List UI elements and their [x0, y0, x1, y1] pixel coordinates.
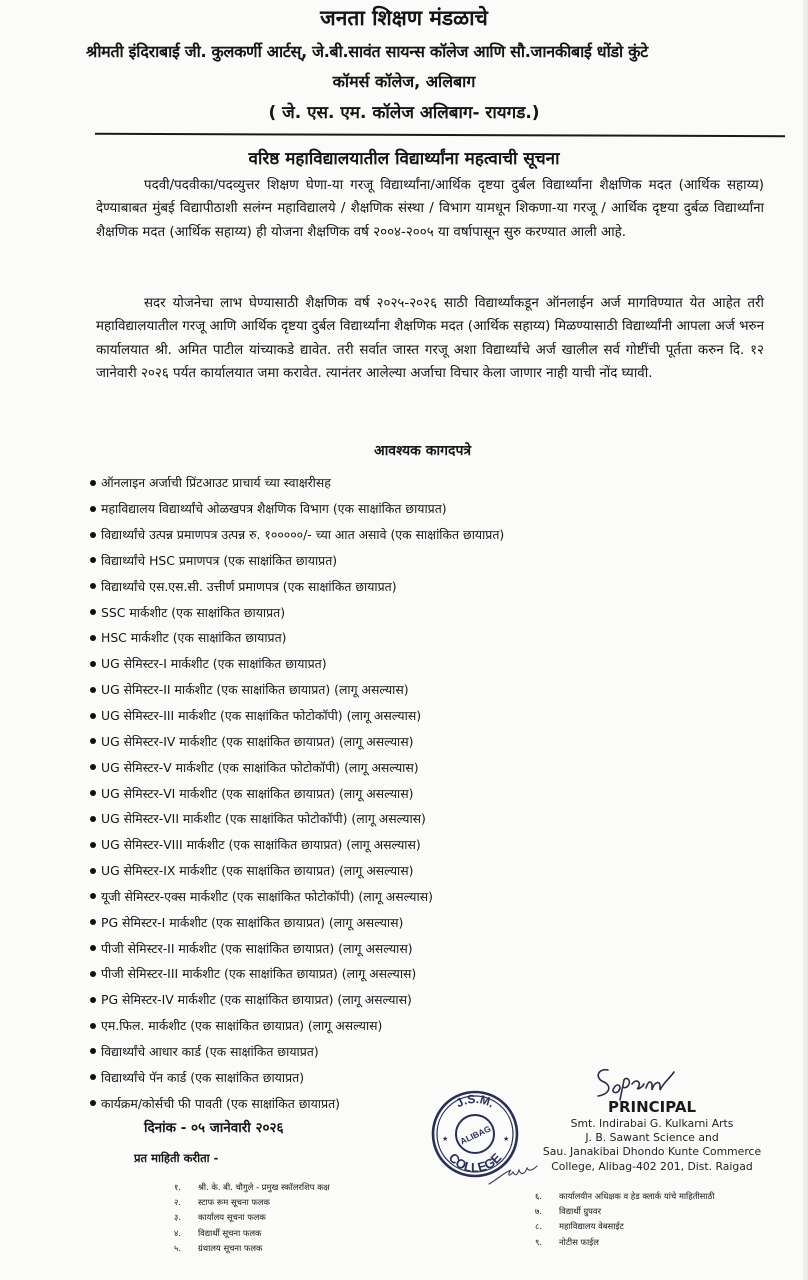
paragraph-text: सदर योजनेचा लाभ घेण्यासाठी शैक्षणिक वर्ष २०२५-२०२६ साठी विद्यार्थ्यांकडून ऑनलाईन अर्ज मागविण्यात येत आहेत तरी महाविद्यालयातील गरजू आणि आर्थिक दृष्टया दुर्बल विद्यार्थ्यांना शैक्षणिक मदत (आर्थिक सहाय्य) मिळण्यासाठी विद्यार्थ्यांनी आपला अर्ज भरुन कार्यालयात श्री. अमित पाटील यांच्याकडे द्यावेत. तरी सर्वात जास्त गरजू अशा विद्यार्थ्यांचे अर्ज खालील सर्व गोष्टींची पूर्तता करुन दि. १२ जानेवारी २०२६ पर्यत कार्यालयात जमा करावेत. त्यानंतर आलेल्या अर्जाचा विचार केला जाणार नाही याची नोंद घ्यावी.: [96, 296, 764, 382]
document-item: [90, 677, 504, 703]
item-number: ७.: [535, 1206, 543, 1217]
copy-to-item: [535, 1204, 714, 1219]
document-item: [90, 1013, 504, 1039]
seal-star-icon: ★: [503, 1135, 510, 1143]
bullet-icon: [90, 532, 96, 538]
document-item: [90, 909, 504, 935]
bullet-icon: [90, 609, 96, 615]
bullet-icon: [90, 713, 96, 719]
bullet-icon: [90, 661, 96, 667]
document-item: [90, 599, 504, 625]
document-item-text: UG सेमिस्टर-V मार्कशीट (एक साक्षांकित फोटोकॉपी) (लागू असल्यास): [101, 759, 419, 775]
page-edge-shadow: [803, 0, 808, 1280]
copy-to-list-right: [535, 1189, 714, 1250]
bullet-icon: [90, 687, 96, 693]
college-short-name: ( जे. एस. एम. कॉलेज अलिबाग- रायगड.): [268, 103, 540, 123]
document-item-text: UG सेमिस्टर-II मार्कशीट (एक साक्षांकित छायाप्रत) (लागू असल्यास): [101, 682, 409, 698]
documents-list: [90, 470, 504, 1116]
document-item-text: एम.फिल. मार्कशीट (एक साक्षांकित छायाप्रत) (लागू असल्यास): [101, 1018, 383, 1034]
bullet-icon: [90, 506, 96, 512]
bullet-icon: [90, 919, 96, 925]
seal-center-text: ALIBAG: [458, 1123, 493, 1147]
bullet-icon: [90, 738, 96, 744]
bullet-icon: [90, 557, 96, 563]
bullet-icon: [90, 1048, 96, 1054]
document-item-text: UG सेमिस्टर-VII मार्कशीट (एक साक्षांकित फोटोकॉपी) (लागू असल्यास): [101, 811, 426, 827]
notice-paragraph-2: [96, 292, 764, 386]
copy-to-item: [174, 1210, 330, 1225]
document-item-text: UG सेमिस्टर-IV मार्कशीट (एक साक्षांकित छायाप्रत) (लागू असल्यास): [101, 733, 414, 749]
document-item-text: विद्यार्थ्यांचे आधार कार्ड (एक साक्षांकित छायाप्रत): [101, 1043, 319, 1059]
document-item: [90, 728, 504, 754]
bullet-icon: [90, 971, 96, 977]
principal-title: PRINCIPAL: [607, 1098, 697, 1116]
seal-top-text: J.S.M.: [453, 1091, 497, 1111]
notice-title: वरिष्ठ महाविद्यालयातील विद्यार्थ्यांना महत्वाची सूचना: [248, 149, 560, 169]
document-item: [90, 884, 504, 910]
bullet-icon: [90, 842, 96, 848]
document-item-text: UG सेमिस्टर-VIII मार्कशीट (एक साक्षांकित छायाप्रत) (लागू असल्यास): [101, 837, 421, 853]
copy-to-item: [174, 1195, 330, 1210]
document-item-text: HSC मार्कशीट (एक साक्षांकित छायाप्रत): [101, 630, 287, 646]
bullet-icon: [90, 893, 96, 899]
document-item-text: पीजी सेमिस्टर-III मार्कशीट (एक साक्षांकित छायाप्रत) (लागू असल्यास): [101, 966, 417, 982]
document-item-text: UG सेमिस्टर-IX मार्कशीट (एक साक्षांकित छायाप्रत) (लागू असल्यास): [101, 863, 414, 879]
bullet-icon: [90, 997, 96, 1003]
document-item: [90, 651, 504, 677]
document-item-text: ऑनलाइन अर्जाची प्रिंटआउट प्राचार्य च्या स्वाक्षरीसह: [101, 475, 331, 491]
bullet-icon: [90, 790, 96, 796]
document-item-text: UG सेमिस्टर-I मार्कशीट (एक साक्षांकित छायाप्रत): [101, 656, 327, 672]
item-text: महाविद्यालय वेबसाईट: [559, 1221, 624, 1232]
item-number: ५.: [174, 1242, 182, 1253]
document-item-text: UG सेमिस्टर-III मार्कशीट (एक साक्षांकित फोटोकॉपी) (लागू असल्यास): [101, 708, 422, 724]
organization-name: जनता शिक्षण मंडळाचे: [320, 6, 488, 30]
item-number: २.: [174, 1197, 182, 1208]
document-item: [90, 780, 504, 806]
address-line: Smt. Indirabai G. Kulkarni Arts: [570, 1117, 734, 1130]
college-name-line-2: कॉमर्स कॉलेज, अलिबाग: [332, 72, 476, 91]
principal-signature: [590, 1062, 680, 1102]
item-text: कार्यालयीन अधिक्षक व हेड क्लार्क यांचे माहितीसाठी: [559, 1191, 715, 1201]
document-item: [90, 1064, 504, 1090]
item-text: विद्यार्थी सूचना फलक: [198, 1227, 262, 1238]
bullet-icon: [90, 635, 96, 641]
document-item: [90, 470, 504, 496]
document-item: [90, 806, 504, 832]
copy-to-label: प्रत माहिती करीता -: [134, 1151, 219, 1165]
header-divider: [95, 133, 785, 137]
document-item: [90, 548, 504, 574]
copy-to-item: [535, 1219, 714, 1234]
notice-paragraph-1: [96, 174, 764, 244]
copy-to-list-left: [174, 1180, 330, 1256]
copy-to-item: [174, 1241, 330, 1256]
document-item: [90, 832, 504, 858]
item-number: ४.: [174, 1227, 182, 1238]
document-item: [90, 858, 504, 884]
seal-bottom-text: COLLEGE: [445, 1150, 505, 1175]
document-item: [90, 987, 504, 1013]
copy-to-item: [174, 1180, 330, 1195]
document-item-text: महाविद्यालय विद्यार्थ्यांचे ओळखपत्र शैक्षणिक विभाग (एक साक्षांकित छायाप्रत): [101, 501, 447, 517]
address-line: College, Alibag-402 201, Dist. Raigad: [551, 1159, 753, 1173]
bullet-icon: [90, 1023, 96, 1029]
principal-address: [527, 1117, 777, 1174]
document-item-text: यूजी सेमिस्टर-एक्स मार्कशीट (एक साक्षांकित फोटोकॉपी) (लागू असल्यास): [101, 888, 433, 904]
document-item-text: UG सेमिस्टर-VI मार्कशीट (एक साक्षांकित छायाप्रत) (लागू असल्यास): [101, 785, 414, 801]
document-item: [90, 961, 504, 987]
copy-to-item: [535, 1235, 714, 1250]
item-text: नोटीस फाईल: [559, 1236, 599, 1247]
item-number: ८.: [535, 1221, 543, 1232]
document-item-text: PG सेमिस्टर-IV मार्कशीट (एक साक्षांकित छायाप्रत) (लागू असल्यास): [101, 992, 412, 1008]
bullet-icon: [90, 816, 96, 822]
document-item: [90, 1039, 504, 1065]
document-item: [90, 522, 504, 548]
document-item: [90, 496, 504, 522]
signature-stroke: [598, 1070, 674, 1100]
document-item-text: कार्यक्रम/कोर्सची फी पावती (एक साक्षांकित छायाप्रत): [101, 1095, 340, 1111]
document-item-text: PG सेमिस्टर-I मार्कशीट (एक साक्षांकित छायाप्रत) (लागू असल्यास): [101, 914, 404, 930]
item-number: ६.: [535, 1191, 543, 1201]
document-item-text: विद्यार्थ्यांचे पॅन कार्ड (एक साक्षांकित छायाप्रत): [101, 1069, 305, 1085]
item-text: स्टाफ रूम सूचना फलक: [198, 1197, 270, 1208]
bullet-icon: [90, 480, 96, 486]
copy-to-item: [535, 1189, 714, 1204]
document-item-text: SSC मार्कशीट (एक साक्षांकित छायाप्रत): [101, 604, 286, 620]
address-line: J. B. Sawant Science and: [585, 1131, 719, 1145]
bullet-icon: [90, 868, 96, 874]
documents-title: आवश्यक कागदपत्रे: [374, 443, 472, 459]
document-item: [90, 703, 504, 729]
document-item: [90, 573, 504, 599]
document-item-text: विद्यार्थ्यांचे उत्पन्न प्रमाणपत्र उत्पन्न रु. १०००००/- च्या आत असावे (एक साक्षांकित छायाप्रत): [101, 527, 505, 543]
document-item: [90, 754, 504, 780]
bullet-icon: [90, 945, 96, 951]
bullet-icon: [90, 583, 96, 589]
address-line: Sau. Janakibai Dhondo Kunte Commerce: [542, 1145, 762, 1159]
item-number: ३.: [174, 1212, 182, 1223]
item-text: श्री. के. बी. चौगुले - प्रमुख स्कॉलरशिप कक्ष: [198, 1182, 330, 1192]
notice-date: दिनांक - ०५ जानेवारी २०२६: [144, 1120, 284, 1136]
copy-to-item: [174, 1226, 330, 1241]
item-text: ग्रंथालय सूचना फलक: [198, 1242, 263, 1253]
item-text: विद्यार्थी ग्रुपवर: [559, 1206, 602, 1217]
document-item-text: विद्यार्थ्यांचे HSC प्रमाणपत्र (एक साक्षांकित छायाप्रत): [101, 552, 338, 568]
bullet-icon: [90, 1100, 96, 1106]
item-number: ९.: [535, 1236, 543, 1247]
seal-star-icon: ★: [442, 1135, 449, 1143]
document-item-text: पीजी सेमिस्टर-II मार्कशीट (एक साक्षांकित छायाप्रत) (लागू असल्यास): [101, 940, 413, 956]
document-item: [90, 935, 504, 961]
college-name-line-1: श्रीमती इंदिराबाई जी. कुलकर्णी आर्टस्, जे.बी.सावंत सायन्स कॉलेज आणि सौ.जानकीबाई धोंडो कुंटे: [86, 42, 648, 61]
item-number: १.: [174, 1182, 182, 1192]
item-text: कार्यालय सूचना फलक: [198, 1212, 266, 1223]
bullet-icon: [90, 764, 96, 770]
paragraph-text: पदवी/पदवीका/पदव्युत्तर शिक्षण घेणा-या गरजू विद्यार्थ्यांना/आर्थिक दृष्टया दुर्बल विद्यार्थ्यांना शैक्षणिक मदत (आर्थिक सहाय्य) देण्याबाबत मुंबई विद्यापीठाशी सलंग्न महाविद्यालये / शैक्षणिक संस्था / विभाग यामधून शिकणा-या गरजू / आर्थिक दृष्टया दुर्बळ विद्यार्थ्यांना शैक्षणिक मदत (आर्थिक सहाय्य) ही योजना शैक्षणिक वर्ष २००४-२००५ या वर्षापासून सुरु करण्यात आली आहे.: [96, 178, 764, 240]
document-item-text: विद्यार्थ्यांचे एस.एस.सी. उत्तीर्ण प्रमाणपत्र (एक साक्षांकित छायाप्रत): [101, 578, 397, 594]
document-item: [90, 625, 504, 651]
bullet-icon: [90, 1074, 96, 1080]
